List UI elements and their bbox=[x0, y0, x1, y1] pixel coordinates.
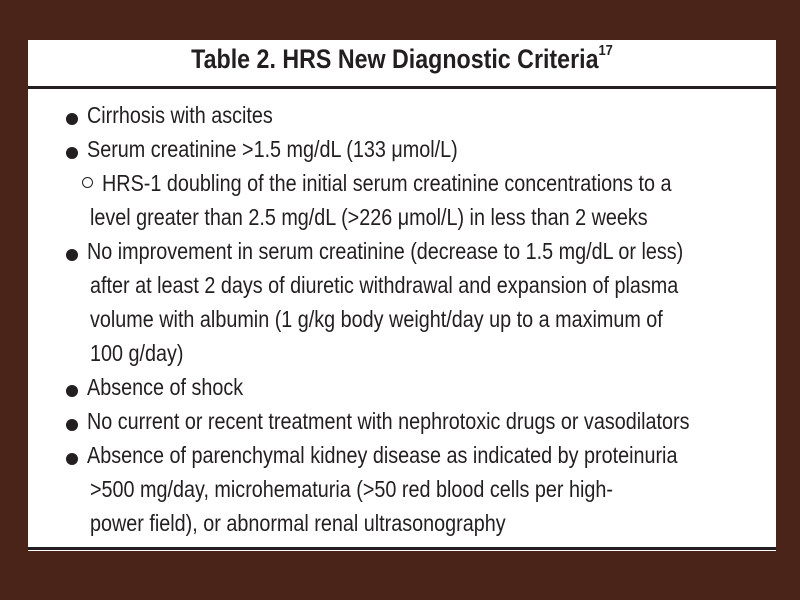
table-title-text: Table 2. HRS New Diagnostic Criteria bbox=[191, 44, 599, 74]
bullet-icon bbox=[66, 453, 78, 465]
criterion-line: volume with albumin (1 g/kg body weight/day up to a maximum of bbox=[90, 306, 663, 332]
sub-criterion-line: level greater than 2.5 mg/dL (>226 μmol/L) in less than 2 weeks bbox=[90, 204, 648, 230]
bullet-icon bbox=[66, 113, 78, 125]
criterion-line: >500 mg/day, microhematuria (>50 red blood cells per high- bbox=[90, 476, 613, 502]
criterion-line: Serum creatinine >1.5 mg/dL (133 μmol/L) bbox=[87, 136, 458, 162]
criterion-line: Absence of shock bbox=[87, 374, 244, 400]
bottom-rule bbox=[28, 547, 776, 550]
bullet-icon bbox=[66, 385, 78, 397]
criterion-line: power field), or abnormal renal ultrasonography bbox=[90, 510, 506, 536]
criterion-line: No improvement in serum creatinine (decrease to 1.5 mg/dL or less) bbox=[87, 238, 684, 264]
criterion-line: No current or recent treatment with nephrotoxic drugs or vasodilators bbox=[87, 408, 690, 434]
criterion-line: 100 g/day) bbox=[90, 340, 184, 366]
bullet-icon bbox=[66, 147, 78, 159]
criterion-line: Absence of parenchymal kidney disease as indicated by proteinuria bbox=[87, 442, 678, 468]
top-rule bbox=[28, 86, 776, 89]
table-title bbox=[80, 44, 723, 75]
title-reference: 17 bbox=[598, 42, 613, 59]
criterion-line: after at least 2 days of diuretic withdrawal and expansion of plasma bbox=[90, 272, 679, 298]
sub-criterion-line: HRS-1 doubling of the initial serum creatinine concentrations to a bbox=[102, 170, 672, 196]
bullet-icon bbox=[66, 419, 78, 431]
table-card bbox=[28, 40, 776, 551]
bullet-icon bbox=[66, 249, 78, 261]
hollow-bullet-icon bbox=[82, 177, 93, 188]
criterion-line: Cirrhosis with ascites bbox=[87, 102, 273, 128]
